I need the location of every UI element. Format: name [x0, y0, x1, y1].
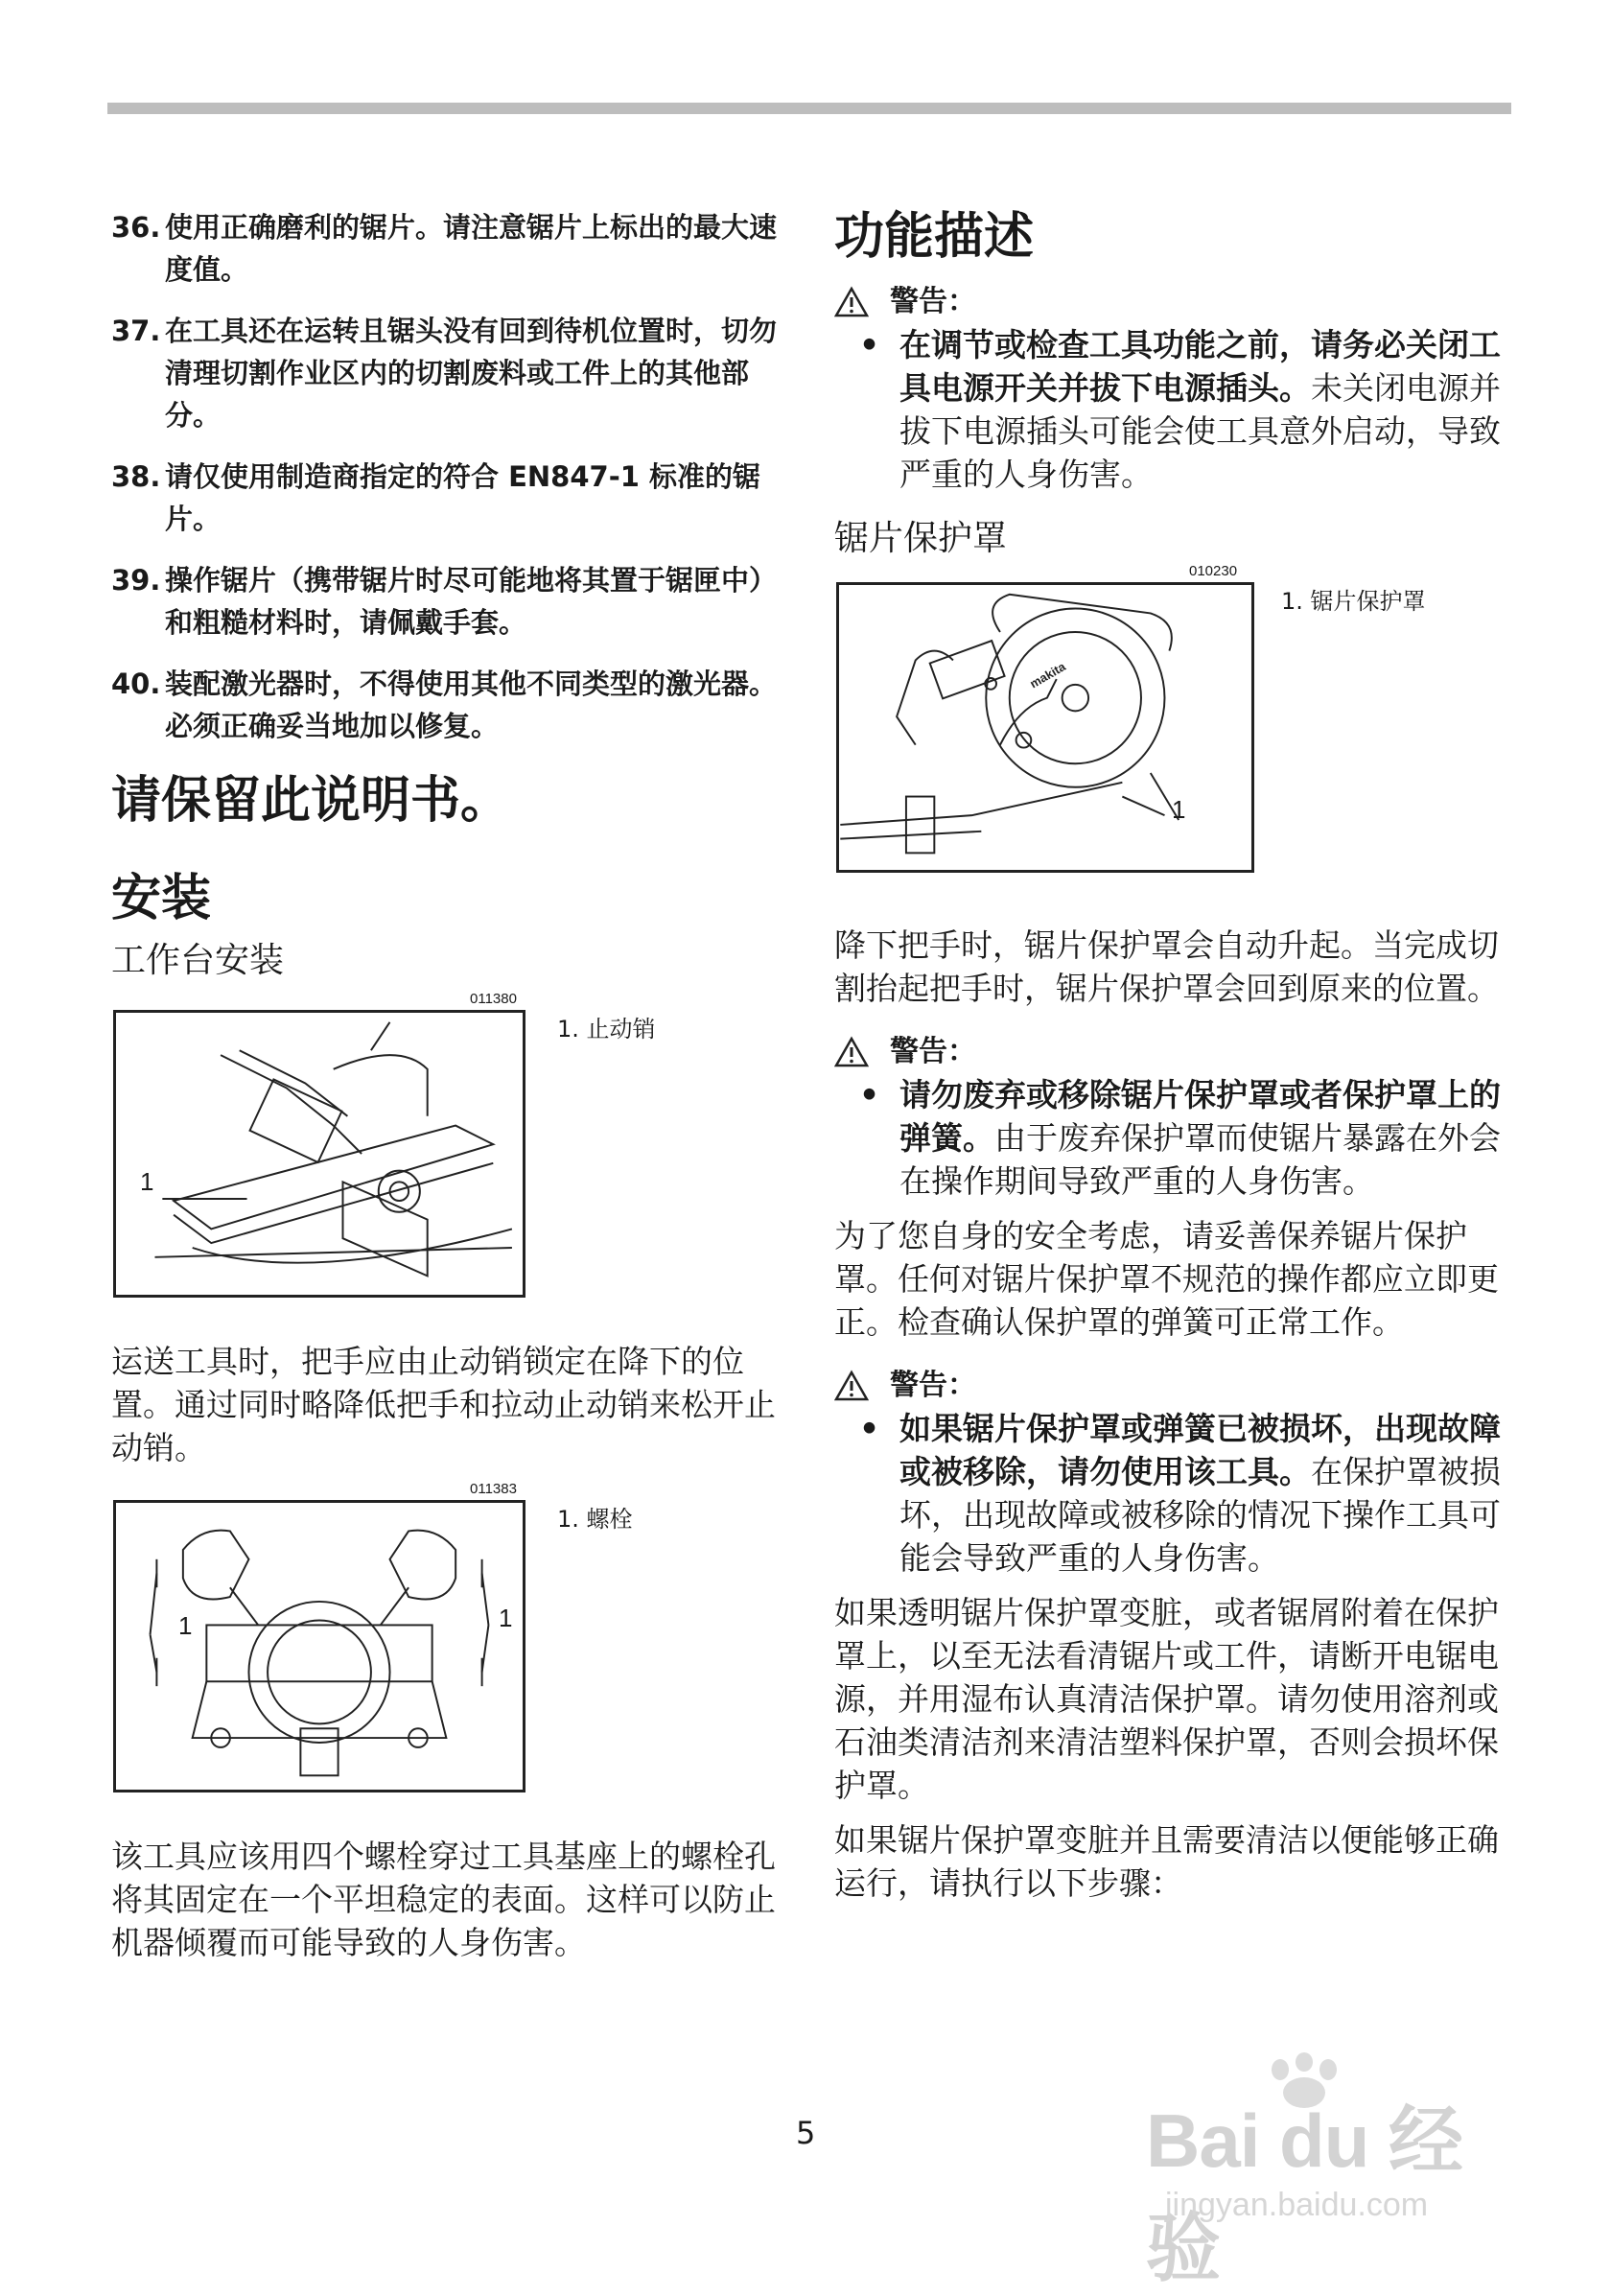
- blade-guard-illustration: [839, 585, 1251, 870]
- list-item: [111, 310, 792, 436]
- warning-text: 警告：: [890, 1369, 976, 1402]
- warning-label: [834, 281, 1511, 323]
- bullet-dot: •: [859, 326, 880, 363]
- warning-detail: 未关闭电源并拔下电源插头可能会使工具意外启动，导致严重的人身伤害。: [899, 369, 1501, 493]
- figure-bolts: [111, 1477, 792, 1798]
- warning-triangle-icon: [834, 286, 869, 318]
- blade-guard-heading: 锯片保护罩: [834, 519, 1008, 558]
- item-number: 40.: [111, 668, 161, 700]
- bench-mount-heading: 工作台安装: [111, 941, 285, 980]
- warning-triangle-icon: [834, 1036, 869, 1068]
- item-text: 使用正确磨利的锯片。请注意锯片上标出的最大速度值。: [165, 211, 778, 286]
- paragraph-bolts: 该工具应该用四个螺栓穿过工具基座上的螺栓孔将其固定在一个平坦稳定的表面。这样可以防止机器倾覆而可能导致的人身伤害。: [111, 1838, 776, 1961]
- figure-code: 010230: [1189, 563, 1238, 579]
- figure-code: 011380: [470, 991, 517, 1007]
- warning-bullet: [834, 323, 1511, 496]
- warning-bold: 如果锯片保护罩或弹簧已被损坏，出现故障或被移除，请勿使用该工具。: [899, 1410, 1501, 1490]
- warning-triangle-icon: [834, 1370, 869, 1402]
- warning-bullet: [834, 1407, 1511, 1580]
- warning-detail: 由于废弃保护罩而使锯片暴露在外会在操作期间导致严重的人身伤害。: [899, 1119, 1501, 1200]
- function-heading: 功能描述: [834, 208, 1035, 266]
- watermark: [1146, 2052, 1520, 2290]
- watermark-url: jingyan.baidu.com: [1165, 2187, 1429, 2223]
- list-item: [111, 663, 792, 747]
- warning-label: [834, 1365, 1511, 1407]
- callout-number-right: 1: [499, 1604, 513, 1632]
- right-column: [834, 206, 1511, 1905]
- item-number: 36.: [111, 211, 161, 244]
- paragraph-stopper: 运送工具时，把手应由止动销锁定在降下的位置。通过同时略降低把手和拉动止动销来松开止动销。: [111, 1343, 776, 1466]
- figure-blade-guard: [834, 563, 1511, 889]
- bullet-dot: •: [859, 1076, 880, 1113]
- figure-image: [836, 582, 1254, 873]
- figure-caption: 1. 螺栓: [557, 1506, 633, 1533]
- figure-image: [113, 1500, 525, 1792]
- keep-manual-heading: 请保留此说明书。: [111, 772, 511, 830]
- warning-text: 警告：: [890, 1035, 976, 1068]
- list-item: [111, 559, 792, 644]
- figure-caption: 1. 止动销: [557, 1016, 656, 1043]
- item-number: 38.: [111, 460, 161, 493]
- item-text: 请仅使用制造商指定的符合 EN847-1 标准的锯片。: [165, 460, 761, 535]
- callout-number: 1: [1172, 795, 1186, 824]
- watermark-brand: Bai du 经验: [1146, 2098, 1463, 2290]
- figure-caption: 1. 锯片保护罩: [1281, 588, 1426, 615]
- brand-logo: makita: [1027, 659, 1068, 691]
- page-number: 5: [796, 2115, 816, 2151]
- warning-label: [834, 1031, 1511, 1073]
- figure-code: 011383: [470, 1481, 517, 1497]
- paragraph-cleaning-steps: 如果锯片保护罩变脏并且需要清洁以便能够正确运行，请执行以下步骤：: [834, 1821, 1499, 1902]
- paragraph-guard-motion: 降下把手时，锯片保护罩会自动升起。当完成切割抬起把手时，锯片保护罩会回到原来的位置。: [834, 926, 1499, 1007]
- install-heading: 安装: [111, 870, 212, 927]
- callout-number-left: 1: [178, 1611, 193, 1640]
- item-text: 操作锯片（携带锯片时尽可能地将其置于锯匣中）和粗糙材料时，请佩戴手套。: [165, 564, 778, 639]
- figure-image: [113, 1010, 525, 1298]
- item-number: 37.: [111, 315, 161, 347]
- list-item: [111, 456, 792, 540]
- warning-detail: 在保护罩被损坏，出现故障或被移除的情况下操作工具可能会导致严重的人身伤害。: [899, 1453, 1501, 1577]
- header-rule: [107, 103, 1511, 114]
- figure-stopper-pin: [111, 985, 792, 1301]
- item-number: 39.: [111, 564, 161, 597]
- item-text: 在工具还在运转且锯头没有回到待机位置时，切勿清理切割作业区内的切割废料或工件上的其他部分。: [165, 315, 778, 432]
- miter-saw-stopper-illustration: [116, 1013, 523, 1295]
- paragraph-maintenance: 为了您自身的安全考虑，请妥善保养锯片保护罩。任何对锯片保护罩不规范的操作都应立即更正。检查确认保护罩的弹簧可正常工作。: [834, 1217, 1499, 1341]
- warning-bold: 请勿废弃或移除锯片保护罩或者保护罩上的弹簧。: [899, 1076, 1501, 1157]
- warning-bullet: [834, 1073, 1511, 1203]
- base-bolts-illustration: [116, 1503, 523, 1790]
- list-item: [111, 206, 792, 291]
- bullet-dot: •: [859, 1410, 880, 1447]
- warning-text: 警告：: [890, 285, 976, 318]
- item-text: 装配激光器时，不得使用其他不同类型的激光器。必须正确妥当地加以修复。: [165, 668, 778, 742]
- paragraph-cleaning: 如果透明锯片保护罩变脏，或者锯屑附着在保护罩上，以至无法看清锯片或工件，请断开电锯电源，并用湿布认真清洁保护罩。请勿使用溶剂或石油类清洁剂来清洁塑料保护罩，否则会损坏保护罩。: [834, 1594, 1499, 1804]
- left-column: [111, 206, 792, 1964]
- warning-bold: 在调节或检查工具功能之前，请务必关闭工具电源开关并拔下电源插头。: [899, 326, 1501, 407]
- callout-number: 1: [140, 1167, 154, 1196]
